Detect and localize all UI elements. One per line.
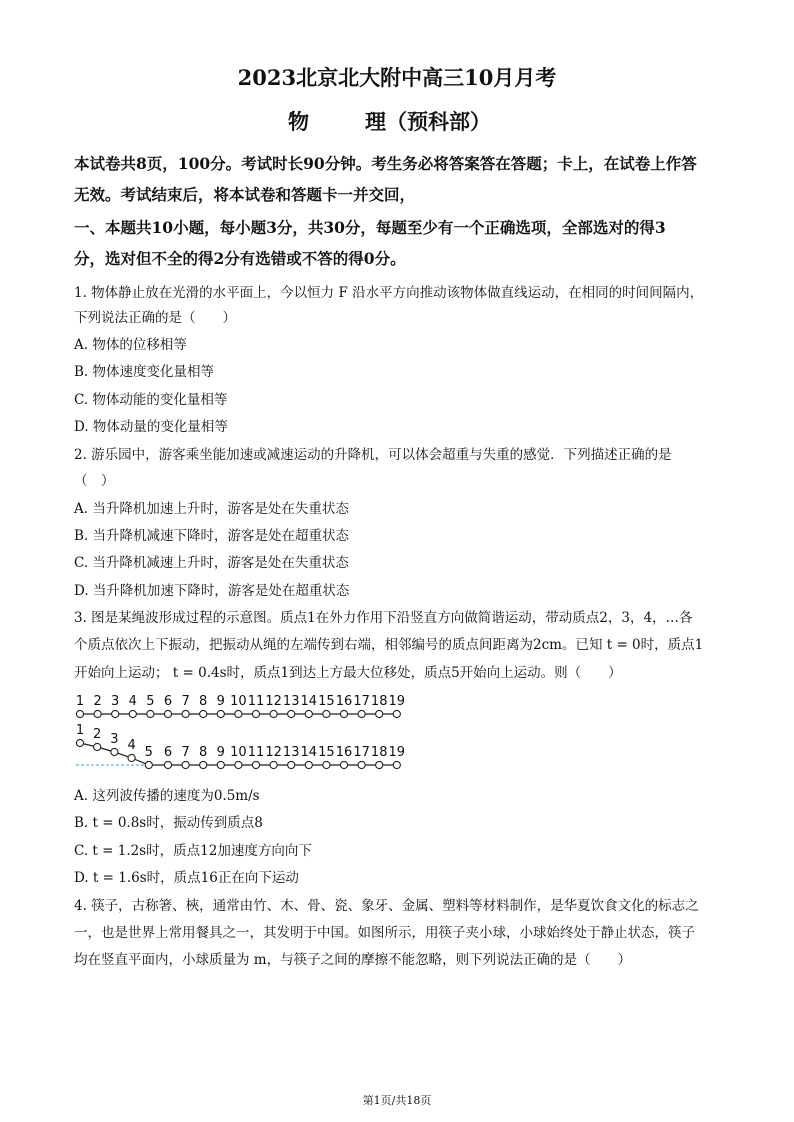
subtitle-left: 物 <box>288 109 309 134</box>
particle-top <box>252 710 259 717</box>
particle-top <box>288 710 295 717</box>
particle-label-bottom: 9 <box>216 745 225 760</box>
particle-bottom <box>288 761 295 768</box>
q1-option-d: D. 物体动量的变化量相等 <box>74 419 228 435</box>
particle-label-top: 13 <box>282 694 300 709</box>
q2-option-c: C. 当升降机减速上升时，游客是处在失重状态 <box>74 555 349 571</box>
particle-top <box>76 710 83 717</box>
instructions-line1: 本试卷共8页，100分。考试时长90分钟。考生务必将答案答在答题；卡上，在试卷上作答 <box>74 154 697 173</box>
particle-label-top: 6 <box>163 694 173 709</box>
particle-label-top: 10 <box>230 694 247 709</box>
particle-top <box>340 710 347 717</box>
q1-option-a: A. 物体的位移相等 <box>74 337 187 353</box>
q3-option-b: B. t = 0.8s时，振动传到质点8 <box>74 815 263 831</box>
particle-label-top: 12 <box>265 694 282 709</box>
q3-stem-line2: 个质点依次上下振动，把振动从绳的左端传到右端，相邻编号的质点间距离为2cm。已知 t = 0时，质点1 <box>74 637 704 653</box>
particle-label-top: 7 <box>181 694 190 709</box>
particle-label-top: 1 <box>75 694 85 709</box>
particle-bottom <box>323 761 330 768</box>
particle-top <box>270 710 277 717</box>
particle-top <box>235 710 242 717</box>
q2-option-d: D. 当升降机加速下降时，游客是处在超重状态 <box>74 583 350 599</box>
q1-option-c: C. 物体动能的变化量相等 <box>74 392 228 408</box>
particle-top <box>200 710 207 717</box>
particle-bottom <box>182 761 189 768</box>
particle-bottom <box>270 761 277 768</box>
particle-bottom <box>128 754 135 761</box>
particle-label-top: 18 <box>370 694 388 709</box>
particle-label-bottom: 5 <box>144 745 153 760</box>
particle-bottom <box>393 761 400 768</box>
particle-bottom <box>200 761 207 768</box>
particle-top <box>182 710 189 717</box>
q3-option-c: C. t = 1.2s时，质点12加速度方向向下 <box>74 843 312 859</box>
particle-top <box>94 710 101 717</box>
q1-option-b: B. 物体速度变化量相等 <box>74 364 215 380</box>
particle-top <box>393 710 400 717</box>
particle-bottom <box>76 739 83 746</box>
particle-top <box>358 710 365 717</box>
particle-bottom <box>217 761 224 768</box>
particle-label-bottom: 6 <box>163 745 173 760</box>
particle-bottom <box>94 743 101 750</box>
particle-top <box>164 710 171 717</box>
particle-label-top: 3 <box>111 694 120 709</box>
page-footer: 第1页/共18页 <box>362 1094 432 1107</box>
particle-label-top: 8 <box>199 694 208 709</box>
particle-label-bottom: 17 <box>353 745 370 760</box>
particle-label-bottom: 8 <box>199 745 208 760</box>
particle-label-top: 19 <box>388 694 406 709</box>
rope-wave-figure <box>68 688 418 772</box>
page-title: 2023北京北大附中高三10月月考 <box>237 65 557 90</box>
subtitle-right: 理（预科部） <box>365 109 491 134</box>
q3-option-d: D. t = 1.6s时，质点16正在向下运动 <box>74 870 299 886</box>
particle-label-bottom: 4 <box>127 738 136 753</box>
particle-bottom <box>235 761 242 768</box>
section1-line2: 分，选对但不全的得2分有选错或不答的得0分。 <box>74 249 406 268</box>
particle-bottom <box>305 761 312 768</box>
particle-top <box>323 710 330 717</box>
section1-line1: 一、本题共10小题，每小题3分，共30分，每题至少有一个正确选项，全部选对的得3 <box>74 218 666 237</box>
particle-label-bottom: 18 <box>370 745 388 760</box>
particle-label-bottom: 13 <box>282 745 300 760</box>
particle-label-bottom: 2 <box>93 727 102 742</box>
q2-stem-line2: （ ） <box>74 473 115 489</box>
particle-label-top: 5 <box>146 694 155 709</box>
particle-top <box>376 710 383 717</box>
particle-top <box>147 710 154 717</box>
particle-label-bottom: 19 <box>388 745 406 760</box>
particle-top <box>112 710 119 717</box>
q1-stem-line1: 1. 物体静止放在光滑的水平面上，今以恒力 F 沿水平方向推动该物体做直线运动，在相同的时间间隔内， <box>74 285 704 301</box>
q4-stem-line2: 一，也是世界上常用餐具之一，其发明于中国。如图所示，用筷子夹小球，小球始终处于静止状态，筷子 <box>74 925 695 941</box>
particle-bottom <box>252 761 259 768</box>
particle-label-bottom: 12 <box>265 745 282 760</box>
particle-label-bottom: 1 <box>75 723 85 738</box>
particle-label-bottom: 16 <box>335 745 353 760</box>
particle-label-bottom: 7 <box>181 745 190 760</box>
instructions-line2: 无效。考试结束后，将本试卷和答题卡一并交回， <box>74 185 416 204</box>
rope-row-2 <box>76 723 405 769</box>
particle-bottom <box>111 748 118 755</box>
particle-label-top: 17 <box>353 694 370 709</box>
particle-top <box>129 710 136 717</box>
particle-bottom <box>340 761 347 768</box>
particle-top <box>217 710 224 717</box>
particle-top <box>305 710 312 717</box>
q2-option-b: B. 当升降机减速下降时，游客是处在超重状态 <box>74 528 350 544</box>
rope-row-1 <box>76 694 405 718</box>
particle-label-top: 4 <box>128 694 137 709</box>
q2-option-a: A. 当升降机加速上升时，游客是处在失重状态 <box>74 501 349 517</box>
particle-bottom <box>145 761 152 768</box>
particle-label-bottom: 11 <box>247 745 265 760</box>
particle-label-bottom: 3 <box>110 732 119 747</box>
particle-bottom <box>358 761 365 768</box>
q3-stem-line1: 3. 图是某绳波形成过程的示意图。质点1在外力作用下沿竖直方向做简谐运动，带动质点2，3，4，…各 <box>74 610 693 626</box>
q4-stem-line3: 均在竖直平面内，小球质量为 m，与筷子之间的摩擦不能忽略，则下列说法正确的是（ ） <box>74 952 632 968</box>
q2-stem-line1: 2. 游乐园中，游客乘坐能加速或减速运动的升降机，可以体会超重与失重的感觉．下列描述正确的是 <box>74 447 672 463</box>
q4-stem-line1: 4. 筷子，古称箸、梜，通常由竹、木、骨、瓷、象牙、金属、塑料等材料制作，是华夏饮食文化的标志之 <box>74 898 699 914</box>
particle-label-bottom: 10 <box>230 745 247 760</box>
particle-bottom <box>376 761 383 768</box>
particle-label-top: 11 <box>247 694 265 709</box>
particle-label-top: 16 <box>335 694 353 709</box>
particle-bottom <box>164 761 171 768</box>
particle-label-top: 14 <box>300 694 318 709</box>
particle-label-top: 9 <box>216 694 225 709</box>
q1-stem-line2: 下列说法正确的是（ ） <box>74 310 236 326</box>
particle-label-top: 2 <box>93 694 102 709</box>
particle-label-bottom: 15 <box>318 745 335 760</box>
particle-label-bottom: 14 <box>300 745 318 760</box>
q3-option-a: A. 这列波传播的速度为0.5m/s <box>74 788 260 804</box>
q3-stem-line3: 开始向上运动； t = 0.4s时，质点1到达上方最大位移处，质点5开始向上运动。则（ ） <box>74 665 622 681</box>
particle-label-top: 15 <box>318 694 335 709</box>
